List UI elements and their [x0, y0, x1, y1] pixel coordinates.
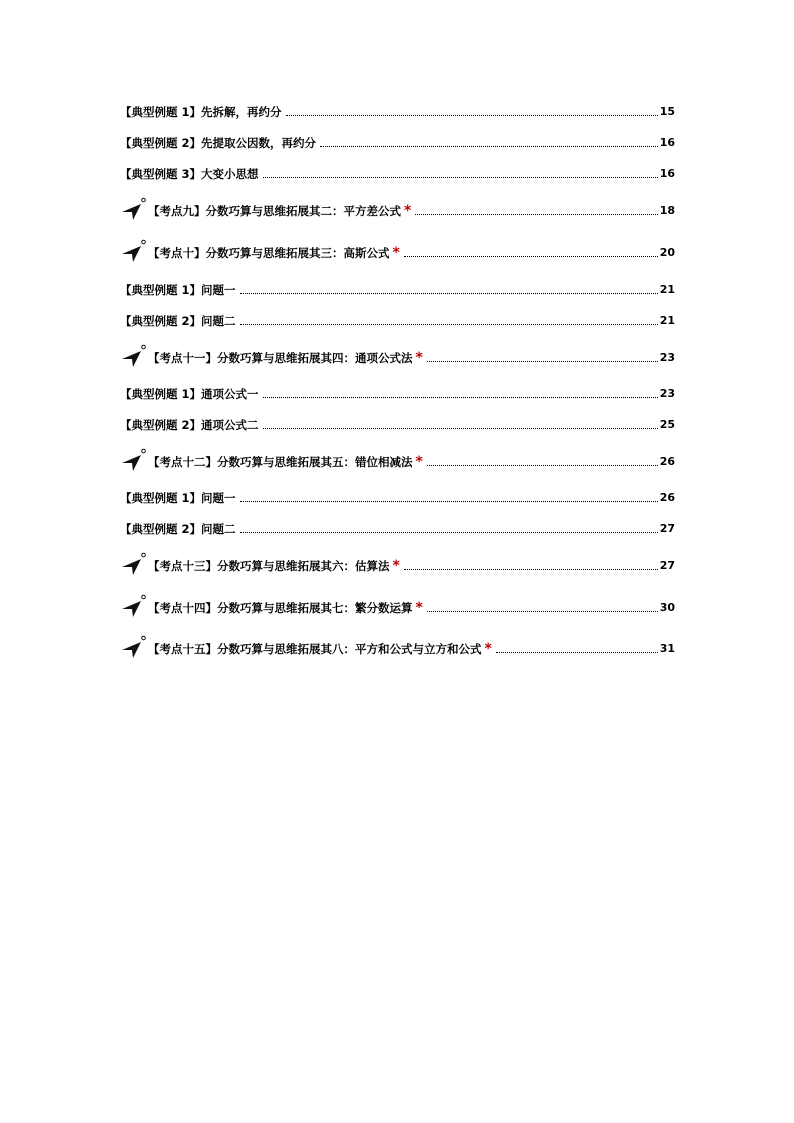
toc-page-number: 16	[659, 136, 675, 149]
star-marker: *	[404, 203, 412, 219]
toc-page-number: 15	[659, 105, 675, 118]
toc-entry-label: 【考点十二】分数巧算与思维拓展其五：错位相减法	[148, 455, 413, 469]
toc-entry-example-3[interactable]	[120, 161, 675, 181]
toc-entry-label: 【考点十一】分数巧算与思维拓展其四：通项公式法	[148, 351, 413, 365]
toc-entry-example-2[interactable]	[120, 516, 675, 536]
paper-plane-arrow-icon	[120, 344, 146, 368]
dot-leader	[415, 213, 657, 215]
toc-page-number: 23	[659, 387, 675, 400]
toc-entry-label: 【考点十四】分数巧算与思维拓展其七：繁分数运算	[148, 601, 413, 615]
toc-entry-keypoint-15[interactable]	[120, 636, 675, 656]
toc-page-number: 26	[659, 455, 675, 468]
toc-entry-keypoint-9[interactable]	[120, 198, 675, 218]
toc-entry-label: 【考点九】分数巧算与思维拓展其二：平方差公式	[148, 204, 401, 218]
toc-page-number: 25	[659, 418, 675, 431]
paper-plane-arrow-icon	[120, 197, 146, 221]
toc-entry-label: 【考点十】分数巧算与思维拓展其三：高斯公式	[148, 246, 390, 260]
dot-leader	[263, 427, 658, 429]
toc-entry-label: 【典型例题 1】问题一	[120, 491, 236, 505]
dot-leader	[240, 531, 658, 533]
dot-leader	[404, 568, 658, 570]
toc-entry-keypoint-13[interactable]	[120, 553, 675, 573]
star-marker: *	[415, 454, 423, 470]
toc-entry-example-2[interactable]	[120, 130, 675, 150]
toc-page-number: 16	[659, 167, 675, 180]
star-marker: *	[415, 600, 423, 616]
toc-page-number: 27	[659, 559, 675, 572]
toc-entry-keypoint-11[interactable]	[120, 345, 675, 365]
toc-entry-keypoint-12[interactable]	[120, 449, 675, 469]
toc-entry-label: 【考点十三】分数巧算与思维拓展其六：估算法	[148, 559, 390, 573]
dot-leader	[240, 292, 658, 294]
toc-entry-label: 【典型例题 2】先提取公因数，再约分	[120, 136, 317, 150]
toc-entry-label: 【典型例题 1】通项公式一	[120, 387, 259, 401]
star-marker: *	[392, 558, 400, 574]
dot-leader	[427, 360, 658, 362]
toc-entry-label: 【典型例题 1】先拆解，再约分	[120, 105, 282, 119]
star-marker: *	[415, 350, 423, 366]
paper-plane-arrow-icon	[120, 635, 146, 659]
dot-leader	[404, 255, 658, 257]
paper-plane-arrow-icon	[120, 239, 146, 263]
star-marker: *	[484, 641, 492, 657]
toc-page-number: 27	[659, 522, 675, 535]
toc-entry-label: 【典型例题 1】问题一	[120, 283, 236, 297]
toc-entry-keypoint-10[interactable]	[120, 240, 675, 260]
toc-entry-keypoint-14[interactable]	[120, 595, 675, 615]
dot-leader	[496, 651, 658, 653]
toc-page-number: 30	[659, 601, 675, 614]
toc-page-number: 20	[659, 246, 675, 259]
toc-entry-label: 【典型例题 2】问题二	[120, 522, 236, 536]
toc-entry-example-1[interactable]	[120, 277, 675, 297]
toc-entry-label: 【典型例题 2】通项公式二	[120, 418, 259, 432]
toc-entry-example-1[interactable]	[120, 99, 675, 119]
toc-page-number: 18	[659, 204, 675, 217]
paper-plane-arrow-icon	[120, 448, 146, 472]
dot-leader	[427, 464, 658, 466]
paper-plane-arrow-icon	[120, 594, 146, 618]
paper-plane-arrow-icon	[120, 552, 146, 576]
toc-entry-example-1[interactable]	[120, 485, 675, 505]
toc-page-number: 31	[659, 642, 675, 655]
dot-leader	[263, 176, 658, 178]
star-marker: *	[392, 245, 400, 261]
dot-leader	[240, 500, 658, 502]
dot-leader	[263, 396, 658, 398]
toc-entry-label: 【典型例题 2】问题二	[120, 314, 236, 328]
toc-entry-example-2[interactable]	[120, 412, 675, 432]
dot-leader	[427, 610, 658, 612]
toc-entry-example-2[interactable]	[120, 308, 675, 328]
toc-entry-label: 【考点十五】分数巧算与思维拓展其八：平方和公式与立方和公式	[148, 642, 482, 656]
toc-entry-label: 【典型例题 3】大变小思想	[120, 167, 259, 181]
dot-leader	[320, 145, 658, 147]
toc-page-number: 23	[659, 351, 675, 364]
dot-leader	[240, 323, 658, 325]
toc-page-number: 26	[659, 491, 675, 504]
toc-page-number: 21	[659, 314, 675, 327]
toc-entry-example-1[interactable]	[120, 381, 675, 401]
dot-leader	[286, 114, 658, 116]
toc-page-number: 21	[659, 283, 675, 296]
